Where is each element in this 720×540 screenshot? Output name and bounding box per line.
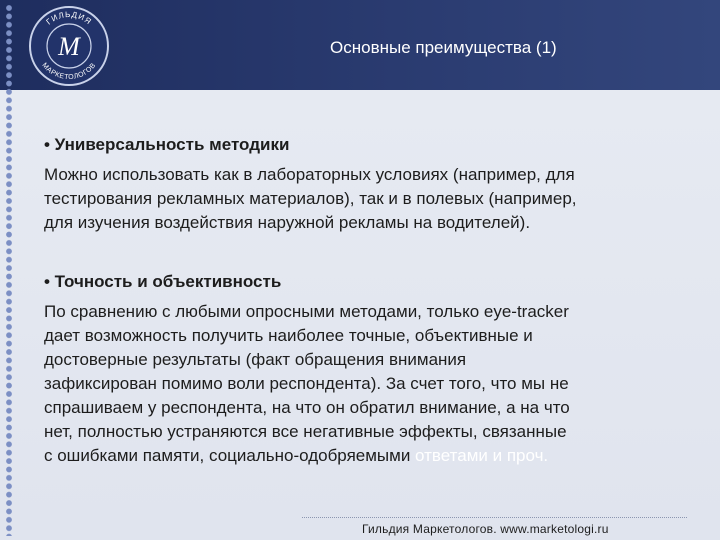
body-line: достоверные результаты (факт обращения внимания — [44, 350, 467, 369]
section-accuracy — [44, 272, 684, 468]
logo-bottom-text: МАРКЕТОЛОГОВ — [40, 61, 98, 82]
footer-divider — [302, 517, 687, 518]
body-line: тестирования рекламных материалов), так и в полевых (например, — [44, 189, 577, 208]
slide-title: Основные преимущества (1) — [330, 38, 557, 57]
footer-text: Гильдия Маркетологов. www.marketologi.ru — [362, 522, 609, 536]
section-heading: • Точность и объективность — [44, 272, 282, 291]
logo-top-text: ГИЛЬДИЯ — [44, 9, 94, 27]
last-line-text: с ошибками памяти, социально-одобряемыми — [44, 446, 411, 465]
body-line-last — [44, 444, 684, 468]
body-line: дает возможность получить наиболее точные, объективные и — [44, 326, 533, 345]
body-line: для изучения воздействия наружной рекламы на водителей). — [44, 213, 531, 232]
section-body — [44, 163, 684, 235]
dotted-border-decoration — [5, 4, 13, 536]
body-line: спрашиваем у респондента, на что он обратил внимание, а на что — [44, 398, 570, 417]
body-line: По сравнению с любыми опросными методами, только eye-tracker — [44, 302, 569, 321]
logo-monogram: M — [58, 32, 80, 61]
body-line: зафиксирован помимо воли респондента). За счет того, что мы не — [44, 374, 569, 393]
body-line: Можно использовать как в лабораторных условиях (например, для — [44, 165, 575, 184]
body-line: нет, полностью устраняются все негативные эффекты, связанные — [44, 422, 567, 441]
guild-logo — [28, 5, 110, 87]
last-line-faded-text: ответами и проч. — [410, 446, 549, 465]
section-heading: • Универсальность методики — [44, 135, 290, 154]
section-universality — [44, 135, 684, 235]
section-body — [44, 300, 684, 468]
